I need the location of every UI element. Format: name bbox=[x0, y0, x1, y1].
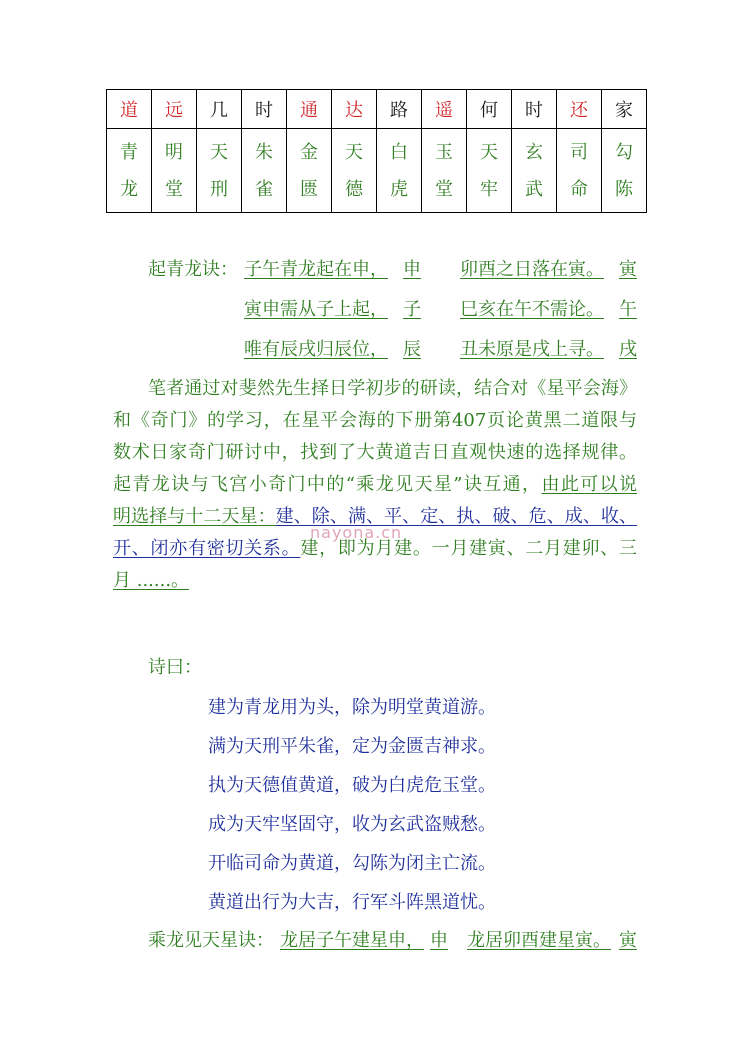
qinglong-branch: 戌 bbox=[619, 339, 637, 360]
chenglong-branch: 寅 bbox=[619, 930, 637, 951]
header-cell: 通 bbox=[287, 90, 332, 129]
paragraph-segment: 由此可以说 bbox=[541, 474, 638, 495]
table-header-row bbox=[107, 90, 647, 129]
header-cell: 家 bbox=[602, 90, 647, 129]
star-char: 勾 bbox=[615, 141, 633, 163]
star-char: 白 bbox=[390, 141, 408, 163]
star-char: 德 bbox=[345, 178, 363, 200]
star-cell bbox=[152, 129, 197, 213]
chenglong-rule: 龙居卯酉建星寅。 bbox=[467, 930, 611, 951]
header-cell: 还 bbox=[557, 90, 602, 129]
star-char: 青 bbox=[120, 141, 138, 163]
poem-line: 开临司命为黄道，勾陈为闭主亡流。 bbox=[208, 853, 496, 874]
poem-line: 成为天牢坚固守，收为玄武盗贼愁。 bbox=[208, 814, 496, 835]
paragraph-line bbox=[113, 565, 637, 597]
qinglong-label: 起青龙诀： bbox=[148, 259, 238, 280]
qinglong-rule: 子午青龙起在申， bbox=[244, 259, 388, 280]
paragraph-line: 数术日家奇门研讨中，找到了大黄道吉日直观快速的选择规律。 bbox=[113, 442, 637, 463]
star-char: 龙 bbox=[120, 178, 138, 200]
poem-line: 满为天刑平朱雀，定为金匮吉神求。 bbox=[208, 736, 496, 757]
star-table bbox=[106, 89, 647, 213]
chenglong-branch: 申 bbox=[430, 930, 448, 951]
header-cell: 路 bbox=[377, 90, 422, 129]
star-cell bbox=[242, 129, 287, 213]
qinglong-rule: 寅申需从子上起， bbox=[244, 299, 388, 320]
star-char: 金 bbox=[300, 141, 318, 163]
star-char: 匮 bbox=[300, 178, 318, 200]
star-char: 天 bbox=[210, 141, 228, 163]
paragraph-segment: 建、除、满、平、定、执、破、危、成、收、 bbox=[275, 506, 638, 527]
body-paragraph bbox=[113, 373, 637, 597]
header-cell: 几 bbox=[197, 90, 242, 129]
qinglong-branch: 子 bbox=[403, 299, 421, 320]
star-char: 天 bbox=[345, 141, 363, 163]
paragraph-segment: 建，即为月建。一月建寅、二月建卯、三 bbox=[300, 538, 638, 559]
star-char: 刑 bbox=[210, 178, 228, 200]
paragraph-line: 笔者通过对斐然先生择日学初步的研读，结合对《星平会海》 bbox=[148, 378, 637, 399]
header-cell: 远 bbox=[152, 90, 197, 129]
star-char: 司 bbox=[570, 141, 588, 163]
star-cell bbox=[512, 129, 557, 213]
star-char: 明 bbox=[165, 141, 183, 163]
star-char: 堂 bbox=[165, 178, 183, 200]
poem-line: 建为青龙用为头，除为明堂黄道游。 bbox=[208, 697, 496, 718]
header-cell: 遥 bbox=[422, 90, 467, 129]
star-cell bbox=[197, 129, 242, 213]
star-cell bbox=[422, 129, 467, 213]
poem-line: 黄道出行为大吉，行军斗阵黑道忧。 bbox=[208, 892, 496, 913]
qinglong-rule: 丑未原是戌上寻。 bbox=[460, 339, 604, 360]
star-char: 牢 bbox=[480, 178, 498, 200]
paragraph-segment: 起青龙诀与飞宫小奇门中的“乘龙见天星”诀互通， bbox=[113, 474, 542, 495]
qinglong-rule: 唯有辰戌归辰位， bbox=[244, 339, 388, 360]
paragraph-line bbox=[113, 469, 637, 501]
star-char: 堂 bbox=[435, 178, 453, 200]
qinglong-branch: 寅 bbox=[619, 259, 637, 280]
star-char: 朱 bbox=[255, 141, 273, 163]
chenglong-label: 乘龙见天星诀： bbox=[148, 930, 274, 951]
star-char: 玄 bbox=[525, 141, 543, 163]
star-char: 玉 bbox=[435, 141, 453, 163]
header-cell: 达 bbox=[332, 90, 377, 129]
chenglong-rule: 龙居子午建星申， bbox=[280, 930, 424, 951]
star-char: 天 bbox=[480, 141, 498, 163]
qinglong-rule: 卯酉之日落在寅。 bbox=[460, 259, 604, 280]
paragraph-segment: 明选择与十二天星： bbox=[113, 506, 276, 527]
header-cell: 时 bbox=[512, 90, 557, 129]
star-char: 雀 bbox=[255, 178, 273, 200]
star-cell bbox=[557, 129, 602, 213]
star-cell bbox=[287, 129, 332, 213]
star-cell bbox=[377, 129, 422, 213]
star-char: 陈 bbox=[615, 178, 633, 200]
star-char: 虎 bbox=[390, 178, 408, 200]
qinglong-branch: 申 bbox=[403, 259, 421, 280]
star-char: 武 bbox=[525, 178, 543, 200]
star-cell bbox=[107, 129, 152, 213]
qinglong-rule: 巳亥在午不需论。 bbox=[460, 299, 604, 320]
star-cell bbox=[602, 129, 647, 213]
qinglong-branch: 午 bbox=[619, 299, 637, 320]
qinglong-branch: 辰 bbox=[403, 339, 421, 360]
star-cell bbox=[332, 129, 377, 213]
poem-intro: 诗曰： bbox=[148, 657, 202, 678]
paragraph-line: 和《奇门》的学习，在星平会海的下册第407页论黄黑二道限与 bbox=[113, 410, 637, 431]
poem-line: 执为天德值黄道，破为白虎危玉堂。 bbox=[208, 775, 496, 796]
star-char: 命 bbox=[570, 178, 588, 200]
paragraph-segment: 开、闭亦有密切关系。 bbox=[113, 538, 301, 559]
watermark: nayona.cn bbox=[310, 523, 403, 542]
header-cell: 道 bbox=[107, 90, 152, 129]
star-cell bbox=[467, 129, 512, 213]
paragraph-segment: 月 ......。 bbox=[113, 570, 190, 591]
header-cell: 何 bbox=[467, 90, 512, 129]
header-cell: 时 bbox=[242, 90, 287, 129]
table-star-row bbox=[107, 129, 647, 213]
